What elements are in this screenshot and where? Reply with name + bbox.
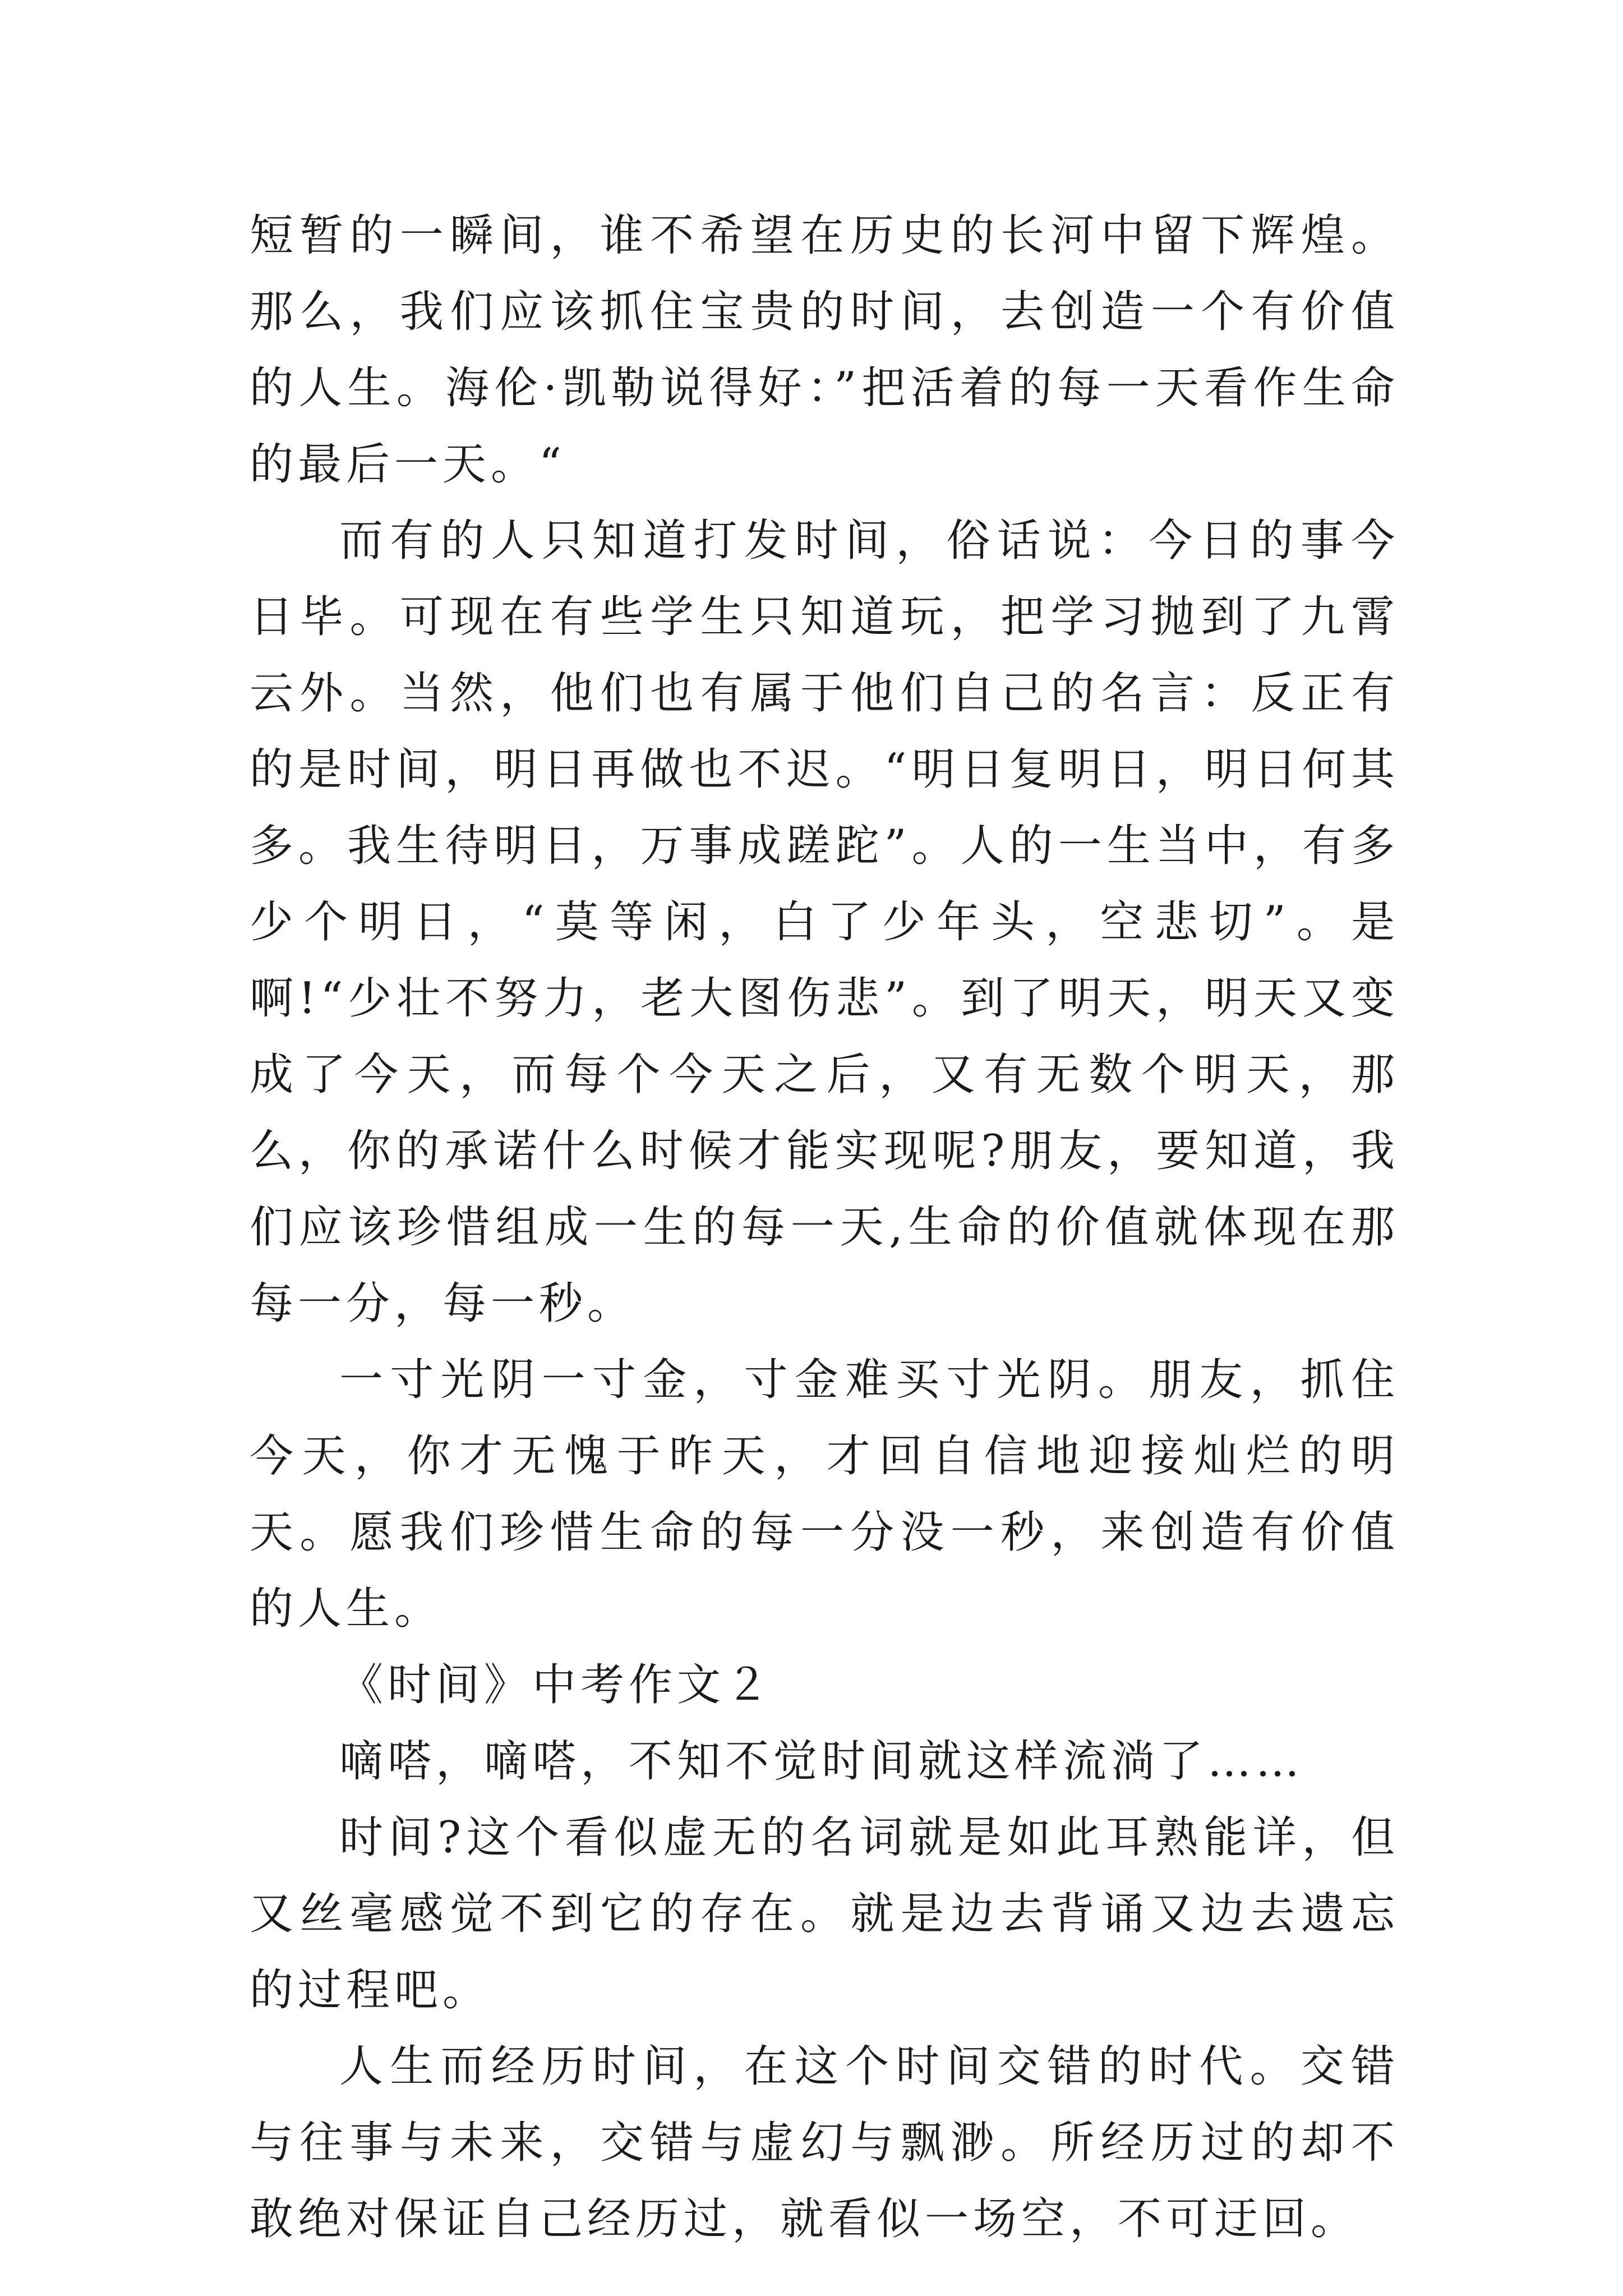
paragraph-1: 短暂的一瞬间，谁不希望在历史的长河中留下辉煌。那么，我们应该抓住宝贵的时间，去创造一个有价值的人生。海伦·凯勒说得好：”把活着的每一天看作生命的最后一天。“ bbox=[250, 210, 1399, 490]
essay-heading: 《时间》中考作文２ bbox=[339, 1660, 774, 1710]
paragraph-3: 一寸光阴一寸金，寸金难买寸光阴。朋友，抓住今天，你才无愧于昨天，才回自信地迎接灿烂的明天。愿我们珍惜生命的每一分没一秒，来创造有价值的人生。 bbox=[250, 1355, 1399, 1634]
paragraph-5: 时间?这个看似虚无的名词就是如此耳熟能详，但又丝毫感觉不到它的存在。就是边去背诵又边去遗忘的过程吧。 bbox=[250, 1812, 1399, 2016]
paragraph-6: 人生而经历时间，在这个时间交错的时代。交错与往事与未来，交错与虚幻与飘渺。所经历过的却不敢绝对保证自己经历过，就看似一场空，不可迂回。 bbox=[250, 2041, 1399, 2244]
paragraph-2: 而有的人只知道打发时间，俗话说：今日的事今日毕。可现在有些学生只知道玩，把学习抛到了九霄云外。当然，他们也有属于他们自己的名言：反正有的是时间，明日再做也不迟。“明日复明日，明日何其多。我生待明日，万事成蹉跎”。人的一生当中，有多少个明日，“莫等闲，白了少年头，空悲切”。是啊!“少壮不努力，老大图伤悲”。到了明天，明天又变成了今天，而每个今天之后，又有无数个明天，那么，你的承诺什么时候才能实现呢?朋友，要知道，我们应该珍惜组成一生的每一天,生命的价值就体现在那每一分，每一秒。 bbox=[250, 516, 1399, 1329]
document-body bbox=[250, 197, 1399, 2257]
paragraph-4: 嘀嗒，嘀嗒，不知不觉时间就这样流淌了…… bbox=[339, 1736, 1304, 1787]
